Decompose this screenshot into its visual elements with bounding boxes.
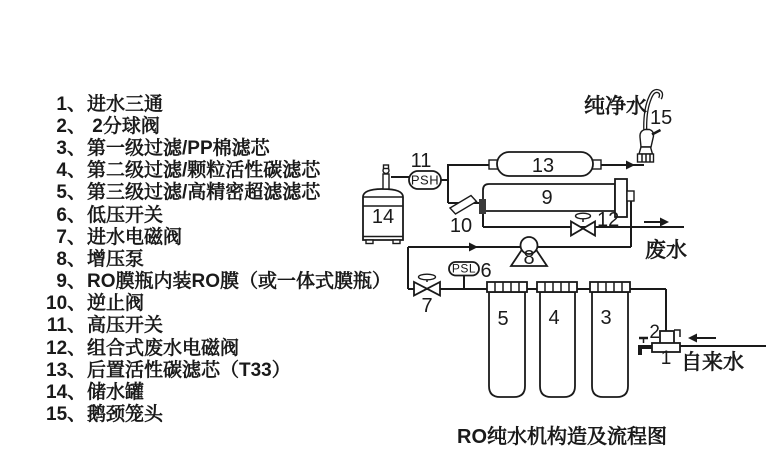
ro-membrane-inlet-port xyxy=(627,191,634,201)
label-11: 11 xyxy=(410,150,432,172)
legend-item-label: 进水三通 xyxy=(87,93,164,115)
legend-item-number: 8、 xyxy=(56,248,86,270)
legend-item-label: 低压开关 xyxy=(87,204,164,226)
legend-item-number: 7、 xyxy=(56,226,86,248)
label-1: 1 xyxy=(660,348,672,369)
label-6: 6 xyxy=(480,260,492,282)
legend-item-number: 1、 xyxy=(56,93,86,115)
label-8: 8 xyxy=(523,247,535,269)
ball-valve-2 xyxy=(660,331,674,344)
legend-item-label: 第三级过滤/高精密超滤滤芯 xyxy=(87,182,321,204)
label-10: 10 xyxy=(449,215,473,237)
canister-4 xyxy=(537,282,577,397)
legend-item-label: 进水电磁阀 xyxy=(87,226,183,248)
legend-item-label: 2分球阀 xyxy=(87,115,160,137)
legend-item-label: 第二级过滤/颗粒活性碳滤芯 xyxy=(87,160,321,182)
legend-item-number: 6、 xyxy=(56,204,86,226)
canister-5 xyxy=(487,282,527,397)
label-13: 13 xyxy=(531,155,555,177)
psl-label: PSL xyxy=(451,261,477,276)
label-3: 3 xyxy=(600,307,612,329)
waste-water-label: 废水 xyxy=(645,239,687,262)
waste-solenoid-valve xyxy=(571,213,595,235)
canister-3 xyxy=(590,282,630,397)
flow-arrow-waste-water xyxy=(644,218,669,227)
legend-item-label: 组合式废水电磁阀 xyxy=(87,337,240,359)
legend-item-label: 储水罐 xyxy=(87,382,145,404)
label-9: 9 xyxy=(541,187,553,209)
label-12: 12 xyxy=(597,209,620,231)
legend-item-number: 11、 xyxy=(46,315,86,337)
tap-water-label: 自来水 xyxy=(681,351,744,374)
faucet-body xyxy=(640,130,654,148)
legend-item-label: 增压泵 xyxy=(87,248,145,270)
legend-item-label: 鹅颈笼头 xyxy=(87,404,164,426)
tank-valve-stem xyxy=(383,174,389,189)
legend-item-label: 第一级过滤/PP棉滤芯 xyxy=(87,137,270,159)
flow-arrow-tap-water xyxy=(688,334,716,343)
legend-item-number: 4、 xyxy=(56,160,86,182)
flow-arrow-pump-inlet xyxy=(451,243,478,252)
pure-water-label: 纯净水 xyxy=(584,95,647,118)
legend-item-number: 10、 xyxy=(46,293,87,315)
legend-item-number: 9、 xyxy=(56,271,86,293)
legend-item-number: 14、 xyxy=(46,382,87,404)
legend-item-number: 2、 xyxy=(56,115,86,137)
check-valve xyxy=(450,196,477,215)
legend-item-label: RO膜瓶内装RO膜（或一体式膜瓶） xyxy=(87,271,392,293)
legend-item-number: 12、 xyxy=(46,337,87,359)
legend-item-number: 13、 xyxy=(46,359,87,381)
legend-item-label: 后置活性碳滤芯（T33） xyxy=(87,359,291,381)
legend-item-label: 逆止阀 xyxy=(87,293,145,315)
flow-arrow-pure-water xyxy=(606,161,635,170)
label-4: 4 xyxy=(548,307,560,329)
label-5: 5 xyxy=(497,308,509,330)
legend-item-label: 高压开关 xyxy=(87,315,164,337)
legend-item-number: 3、 xyxy=(56,137,86,159)
label-14: 14 xyxy=(371,206,395,228)
legend-item-number: 15、 xyxy=(46,404,87,426)
psh-label: PSH xyxy=(410,172,440,188)
label-2: 2 xyxy=(649,322,660,343)
diagram-title: RO纯水机构造及流程图 xyxy=(457,426,667,448)
inlet-solenoid-valve xyxy=(414,274,440,295)
ro-membrane-left-port xyxy=(479,199,486,214)
legend-item-number: 5、 xyxy=(56,182,86,204)
label-7: 7 xyxy=(421,295,433,317)
label-15: 15 xyxy=(650,107,673,129)
